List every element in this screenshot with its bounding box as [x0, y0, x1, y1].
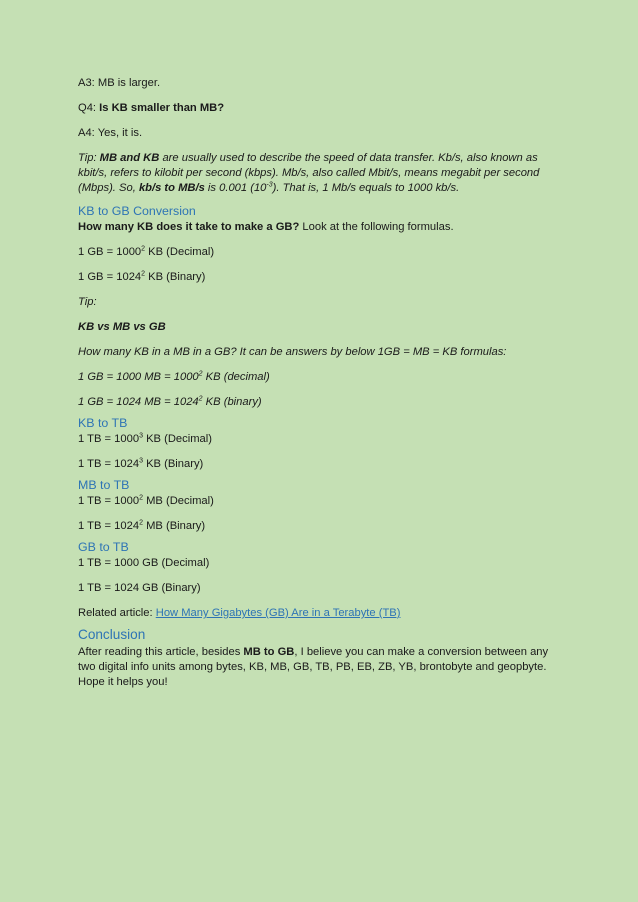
tip-label: Tip:: [78, 296, 97, 308]
formula-tb-mb-decimal: 1 TB = $1000^2$ MB (Decimal): [78, 494, 214, 507]
heading-gb-to-tb: GB to TB: [78, 540, 129, 554]
kb-mb-gb-description: How many KB in a MB in a GB? It can be answers by below 1GB = MB = KB formulas:: [78, 346, 507, 358]
answer-a4: A4: Yes, it is.: [78, 127, 143, 139]
heading-conclusion: Conclusion: [78, 627, 146, 642]
related-article-link[interactable]: How Many Gigabytes (GB) Are in a Terabyte (TB): [155, 607, 401, 619]
formula-tb-gb-decimal: 1 TB = 1000 GB (Decimal): [78, 557, 210, 569]
formula-tb-mb-binary: 1 TB = $1024^2$ MB (Binary): [78, 519, 206, 532]
heading-kb-to-gb: KB to GB Conversion: [78, 204, 196, 218]
formula-tb-kb-binary: 1 TB = $1024^3$ KB (Binary): [78, 457, 204, 470]
subheading-kb-mb-gb: KB vs MB vs GB: [78, 321, 166, 333]
heading-kb-to-tb: KB to TB: [78, 416, 128, 430]
answer-a3: A3: MB is larger.: [78, 77, 161, 89]
related-article: Related article: How Many Gigabytes (GB) Are in a Terabyte (TB): [78, 607, 401, 619]
kb-gb-question: How many KB does it take to make a GB? Look at the following formulas.: [78, 221, 454, 233]
formula-tb-gb-binary: 1 TB = 1024 GB (Binary): [78, 582, 201, 594]
heading-mb-to-tb: MB to TB: [78, 478, 130, 492]
formula-gb-kb-binary: 1 GB = $1024^2$ KB (Binary): [78, 270, 206, 283]
formula-gb-mb-kb-decimal: 1 GB = 1000 MB = $1000^2$ KB (decimal): [78, 370, 270, 383]
formula-gb-kb-decimal: 1 GB = $1000^2$ KB (Decimal): [78, 245, 215, 258]
formula-tb-kb-decimal: 1 TB = $1000^3$ KB (Decimal): [78, 432, 212, 445]
conclusion-text: After reading this article, besides MB to GB, I believe you can make a conversion between any two digital info units among bytes, KB, MB, GB, TB, PB, EB, ZB, YB, brontobyte and geopbyte. Hope it helps you!: [78, 646, 549, 688]
document-content: [78, 76, 558, 700]
formula-gb-mb-kb-binary: 1 GB = 1024 MB = $1024^2$ KB (binary): [78, 395, 262, 408]
question-q4: Q4: Is KB smaller than MB?: [78, 102, 225, 114]
tip-paragraph: Tip: MB and KB are usually used to describe the speed of data transfer. Kb/s, also known as kbit/s, refers to kilobit per second (kbps). Mb/s, also called Mbit/s, means megabit per second (Mbps). So, kb/s to MB/s is 0.001 $(10^{-3})$. That is, 1 Mb/s equals to 1000 kb/s.: [78, 152, 540, 194]
